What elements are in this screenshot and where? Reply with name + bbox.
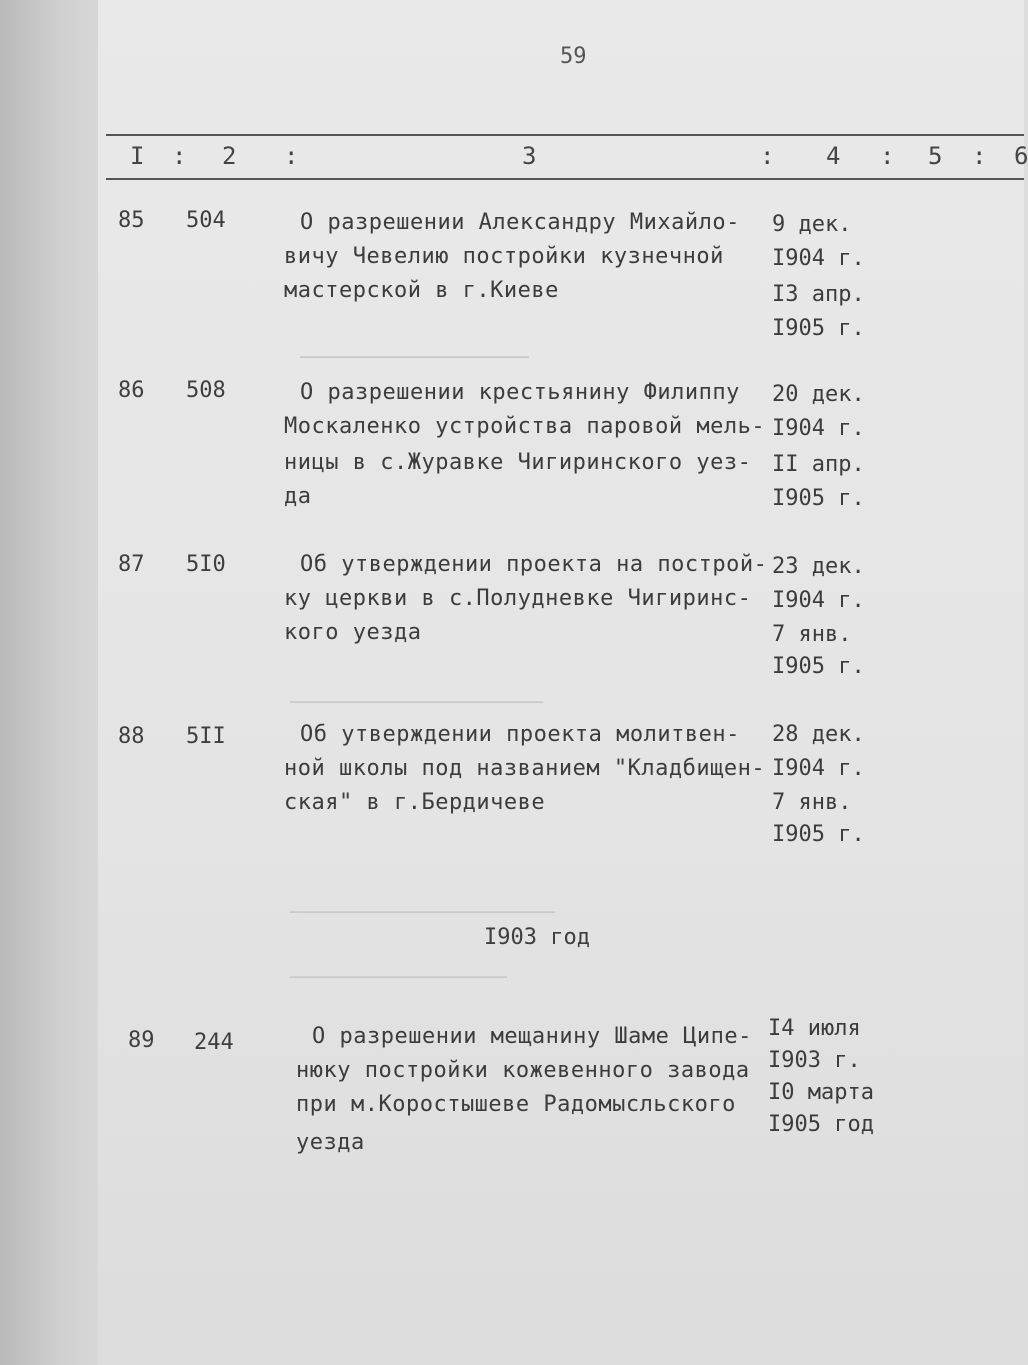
description-line: Об утверждении проекта молитвен- [300,722,740,747]
description-line: нюку постройки кожевенного завода [296,1058,750,1083]
date-line: I904 г. [772,756,865,781]
description-line: вичу Чевелию постройки кузнечной [284,244,724,269]
date-line: 20 дек. [772,382,865,407]
date-line: I905 г. [772,486,865,511]
date-line: I904 г. [772,416,865,441]
description-line: кого уезда [284,620,422,645]
date-line: I904 г. [772,246,865,271]
date-line: I4 июля [768,1016,861,1041]
bleed-through-text: ───────────────────── [290,690,543,714]
year-heading: I903 год [484,925,590,950]
description-line: да [284,484,312,509]
description-line: Об утверждении проекта на построй- [300,552,768,577]
column-header-5: 5 [928,142,943,170]
date-line: I905 год [768,1112,874,1137]
entry-number: 89 [128,1028,155,1053]
column-separator: : [880,142,895,170]
description-line: уезда [296,1130,365,1155]
date-line: I905 г. [772,316,865,341]
entry-number: 86 [118,378,145,403]
column-header-2: 2 [222,142,237,170]
description-line: О разрешении крестьянину Филиппу [300,380,740,405]
description-line: Москаленко устройства паровой мель- [284,414,766,439]
column-header-6: 6 [1014,142,1028,170]
header-rule-top [106,134,1024,136]
date-line: 9 дек. [772,212,852,237]
bleed-mark: ~ [40,210,53,234]
header-rule-bottom [106,178,1024,180]
entry-number: 85 [118,208,145,233]
column-header-1: I [130,142,145,170]
column-separator: : [284,142,299,170]
file-number: 244 [194,1030,234,1055]
date-line: 7 янв. [772,790,852,815]
date-line: II апр. [772,452,865,477]
date-line: I3 апр. [772,282,865,307]
description-line: ной школы под названием "Кладбищен- [284,756,766,781]
date-line: I904 г. [772,588,865,613]
description-line: ницы в с.Журавке Чигиринского уез- [284,450,752,475]
description-line: О разрешении Александру Михайло- [300,210,740,235]
description-line: ку церкви в с.Полудневке Чигиринс- [284,586,752,611]
bleed-through-text: ────────────────── [290,965,507,989]
file-number: 508 [186,378,226,403]
page-number: 59 [560,44,587,69]
date-line: I0 марта [768,1080,874,1105]
description-line: О разрешении мещанину Шаме Ципе- [312,1024,752,1049]
date-line: 28 дек. [772,722,865,747]
date-line: I905 г. [772,822,865,847]
column-separator: : [760,142,775,170]
date-line: 7 янв. [772,622,852,647]
bleed-mark: ~ [40,390,53,414]
file-number: 504 [186,208,226,233]
description-line: ская" в г.Бердичеве [284,790,546,815]
entry-number: 87 [118,552,145,577]
column-separator: : [972,142,987,170]
date-line: I905 г. [772,654,865,679]
document-page [98,0,1024,1365]
bleed-through-text: ────────────────────── [290,900,555,924]
entry-number: 88 [118,724,145,749]
column-header-4: 4 [826,142,841,170]
file-number: 5I0 [186,552,226,577]
description-line: при м.Коростышеве Радомысльского [296,1092,736,1117]
column-header-3: 3 [522,142,537,170]
file-number: 5II [186,724,226,749]
bleed-through-text: ─────────────────── [300,345,529,369]
date-line: I903 г. [768,1048,861,1073]
description-line: мастерской в г.Киеве [284,278,559,303]
date-line: 23 дек. [772,554,865,579]
column-separator: : [172,142,187,170]
